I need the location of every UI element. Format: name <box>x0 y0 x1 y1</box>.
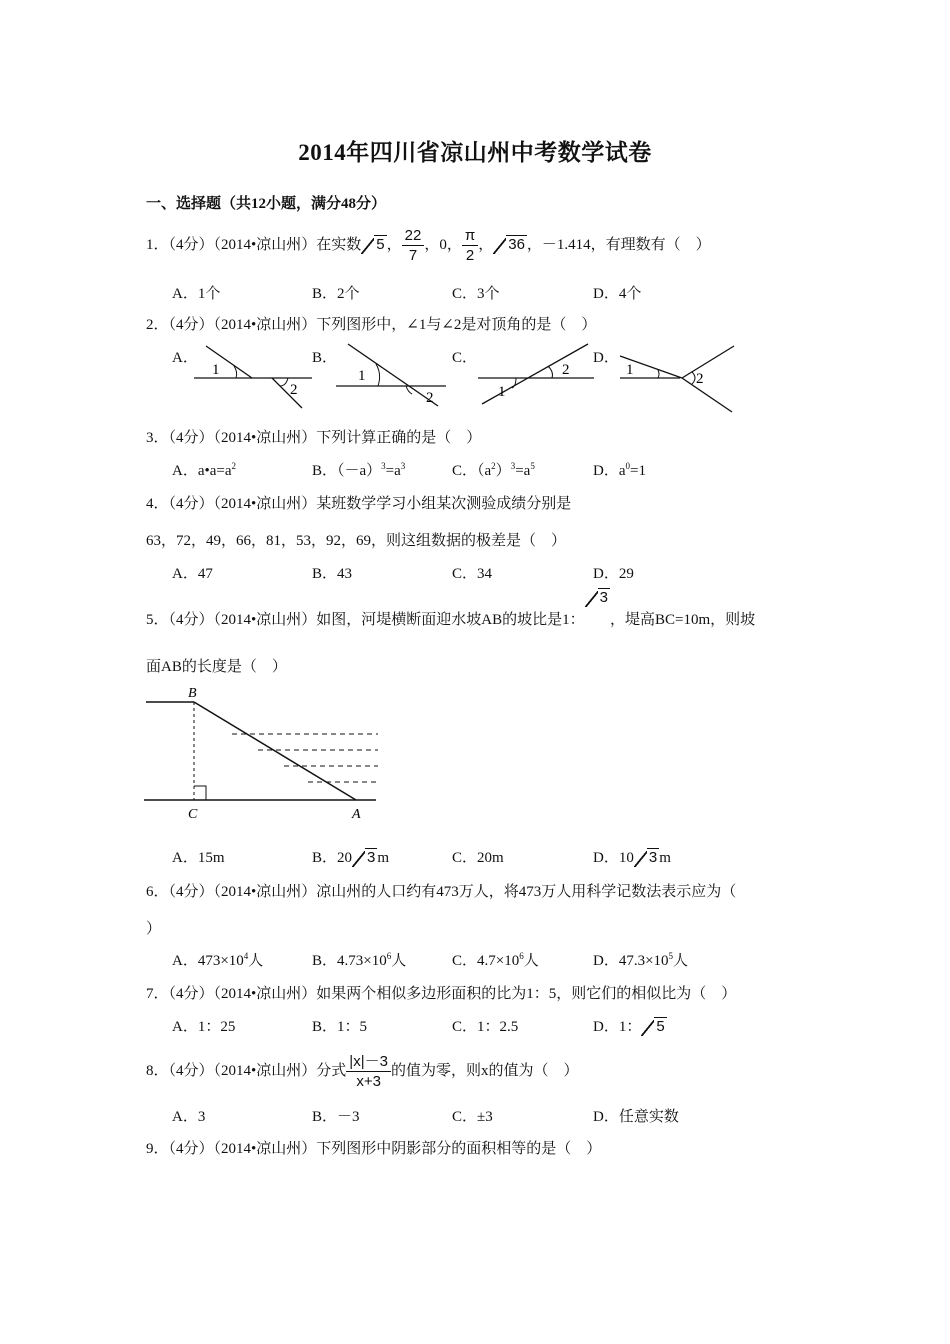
q5-option-b: B．20 3 m <box>312 849 390 866</box>
q3-source: （4分）（2014•凉山州） <box>168 430 317 446</box>
q5-text-b: ，堤高BC=10m，则坡 <box>609 612 756 628</box>
q1-suffix: ，－1.414，有理数有（ ） <box>526 236 711 253</box>
q6-number: 6． <box>146 884 169 900</box>
q2-number: 2． <box>146 317 169 333</box>
q4-number: 4． <box>146 496 169 512</box>
q1-number: 1． <box>146 236 169 253</box>
q2-label-c: C． <box>452 350 478 366</box>
sqrt-3: 3 <box>585 589 610 607</box>
angle-2-label: 2 <box>290 382 298 398</box>
q4-option-a: A．47 <box>172 566 213 582</box>
q6-line-2: ） <box>146 921 162 937</box>
q8-option-a: A．3 <box>172 1109 206 1125</box>
q7-option-d: D．1： 5 <box>593 1018 665 1035</box>
q2-label-a: A． <box>172 350 198 366</box>
fraction-pi-2: $\frac{\pi}{2}$ <box>462 226 478 265</box>
q9-number: 9． <box>146 1141 169 1157</box>
q6-option-c: C．$4.7\times 10^6$人 <box>452 951 539 969</box>
question-8 <box>146 1052 578 1091</box>
question-9 <box>146 1137 601 1158</box>
q8-suffix: 的值为零，则x的值为（ ） <box>390 1062 579 1079</box>
question-5 <box>146 589 756 629</box>
q5-text-a: 如图，河堤横断面迎水坡AB的坡比是1： <box>316 612 585 628</box>
q7-option-a: A．1：25 <box>172 1019 236 1035</box>
question-7 <box>146 982 736 1003</box>
q7-source: （4分）（2014•凉山州） <box>168 986 317 1002</box>
q8-option-c: C．±3 <box>452 1109 493 1125</box>
section-heading: 一、选择题（共12小题，满分48分） <box>146 196 387 212</box>
q3-option-a: A．$a•a=a^2$ <box>172 461 237 479</box>
question-3 <box>146 426 481 447</box>
embankment-figure <box>140 682 390 822</box>
q2-label-b: B． <box>312 350 338 366</box>
q3-option-b: B．$(-a)^3=a^3$ <box>312 461 406 479</box>
q1-prefix: 在实数 <box>316 236 362 253</box>
q5-option-a: A．15m <box>172 850 225 866</box>
angle-2-label: 2 <box>696 371 704 387</box>
q7-number: 7． <box>146 986 169 1002</box>
q3-option-d: D．$a^0=1$ <box>593 461 646 479</box>
q4-option-d: D．29 <box>593 566 634 582</box>
q3-option-c: C．$(a^2)^3=a^5$ <box>452 461 535 479</box>
q1-option-c: C．3个 <box>452 286 500 302</box>
q8-number: 8． <box>146 1062 169 1079</box>
q2-label-d: D． <box>593 350 619 366</box>
sqrt-36: 36 <box>493 236 527 254</box>
figure-2b <box>330 340 458 412</box>
q6-option-a: A．$473\times 10^4$人 <box>172 951 264 969</box>
q4-text: 某班数学学习小组某次测验成绩分别是 <box>316 496 572 512</box>
angle-2-label: 2 <box>426 390 434 406</box>
q5-source: （4分）（2014•凉山州） <box>168 612 317 628</box>
q3-text: 下列计算正确的是（ ） <box>316 430 482 446</box>
q7-text: 如果两个相似多边形面积的比为1：5，则它们的相似比为（ ） <box>316 986 737 1002</box>
figure-2c <box>472 340 600 412</box>
q1-source: （4分）（2014•凉山州） <box>168 236 317 253</box>
angle-1-label: 1 <box>358 368 366 384</box>
q6-option-d: D．$47.3\times 10^5$人 <box>593 951 689 969</box>
q1-option-d: D．4个 <box>593 286 642 302</box>
q5-option-d: D．10 3 m <box>593 849 671 866</box>
fraction-abs-x: $\frac{|x|-3}{x+3}$ <box>346 1052 391 1091</box>
q7-option-b: B．1：5 <box>312 1019 368 1035</box>
angle-1-label: 1 <box>626 362 634 378</box>
q4-data-line: 63，72，49，66，81，53，92，69，则这组数据的极差是（ ） <box>146 533 567 549</box>
point-b-label: B <box>188 686 197 701</box>
angle-1-label: 1 <box>498 384 506 400</box>
q6-text: 凉山州的人口约有473万人，将473万人用科学记数法表示应为（ <box>316 884 737 900</box>
q5-line-2: 面AB的长度是（ ） <box>146 659 287 675</box>
q8-prefix: 分式 <box>316 1062 347 1079</box>
q2-text: 下列图形中，∠1与∠2是对顶角的是（ ） <box>316 317 597 333</box>
q8-option-b: B．－3 <box>312 1109 360 1125</box>
q9-source: （4分）（2014•凉山州） <box>168 1141 317 1157</box>
q4-source: （4分）（2014•凉山州） <box>168 496 317 512</box>
point-a-label: A <box>352 807 361 822</box>
page-title: 2014年四川省凉山州中考数学试卷 <box>298 140 652 165</box>
q1-option-b: B．2个 <box>312 286 360 302</box>
q5-number: 5． <box>146 612 169 628</box>
angle-2-label: 2 <box>562 362 570 378</box>
figure-2a <box>190 340 318 412</box>
q9-text: 下列图形中阴影部分的面积相等的是（ ） <box>316 1141 602 1157</box>
question-6 <box>146 880 736 901</box>
question-2 <box>146 313 596 334</box>
figure-2d <box>612 340 740 416</box>
q6-source: （4分）（2014•凉山州） <box>168 884 317 900</box>
q6-option-b: B．$4.73\times 10^6$人 <box>312 951 407 969</box>
q8-source: （4分）（2014•凉山州） <box>168 1062 317 1079</box>
point-c-label: C <box>188 807 198 822</box>
question-4 <box>146 492 571 513</box>
question-1: 1．（4分）（2014•凉山州）在实数 5 ， $\frac{22}{7}$ ，0， $\frac{\pi}{2}$ ， 36 ，－1.414，有理数有（ ） <box>146 227 711 264</box>
q7-option-c: C．1：2.5 <box>452 1019 519 1035</box>
q1-option-a: A．1个 <box>172 286 221 302</box>
q2-source: （4分）（2014•凉山州） <box>168 317 317 333</box>
q4-option-c: C．34 <box>452 566 493 582</box>
fraction-22-7: $\frac{22}{7}$ <box>402 226 425 265</box>
angle-1-label: 1 <box>212 362 220 378</box>
q4-option-b: B．43 <box>312 566 353 582</box>
q5-option-c: C．20m <box>452 850 504 866</box>
sqrt-5: 5 <box>361 236 386 254</box>
q3-number: 3． <box>146 430 169 446</box>
q1-zero: ，0， <box>424 236 462 253</box>
q8-option-d: D．任意实数 <box>593 1109 679 1125</box>
